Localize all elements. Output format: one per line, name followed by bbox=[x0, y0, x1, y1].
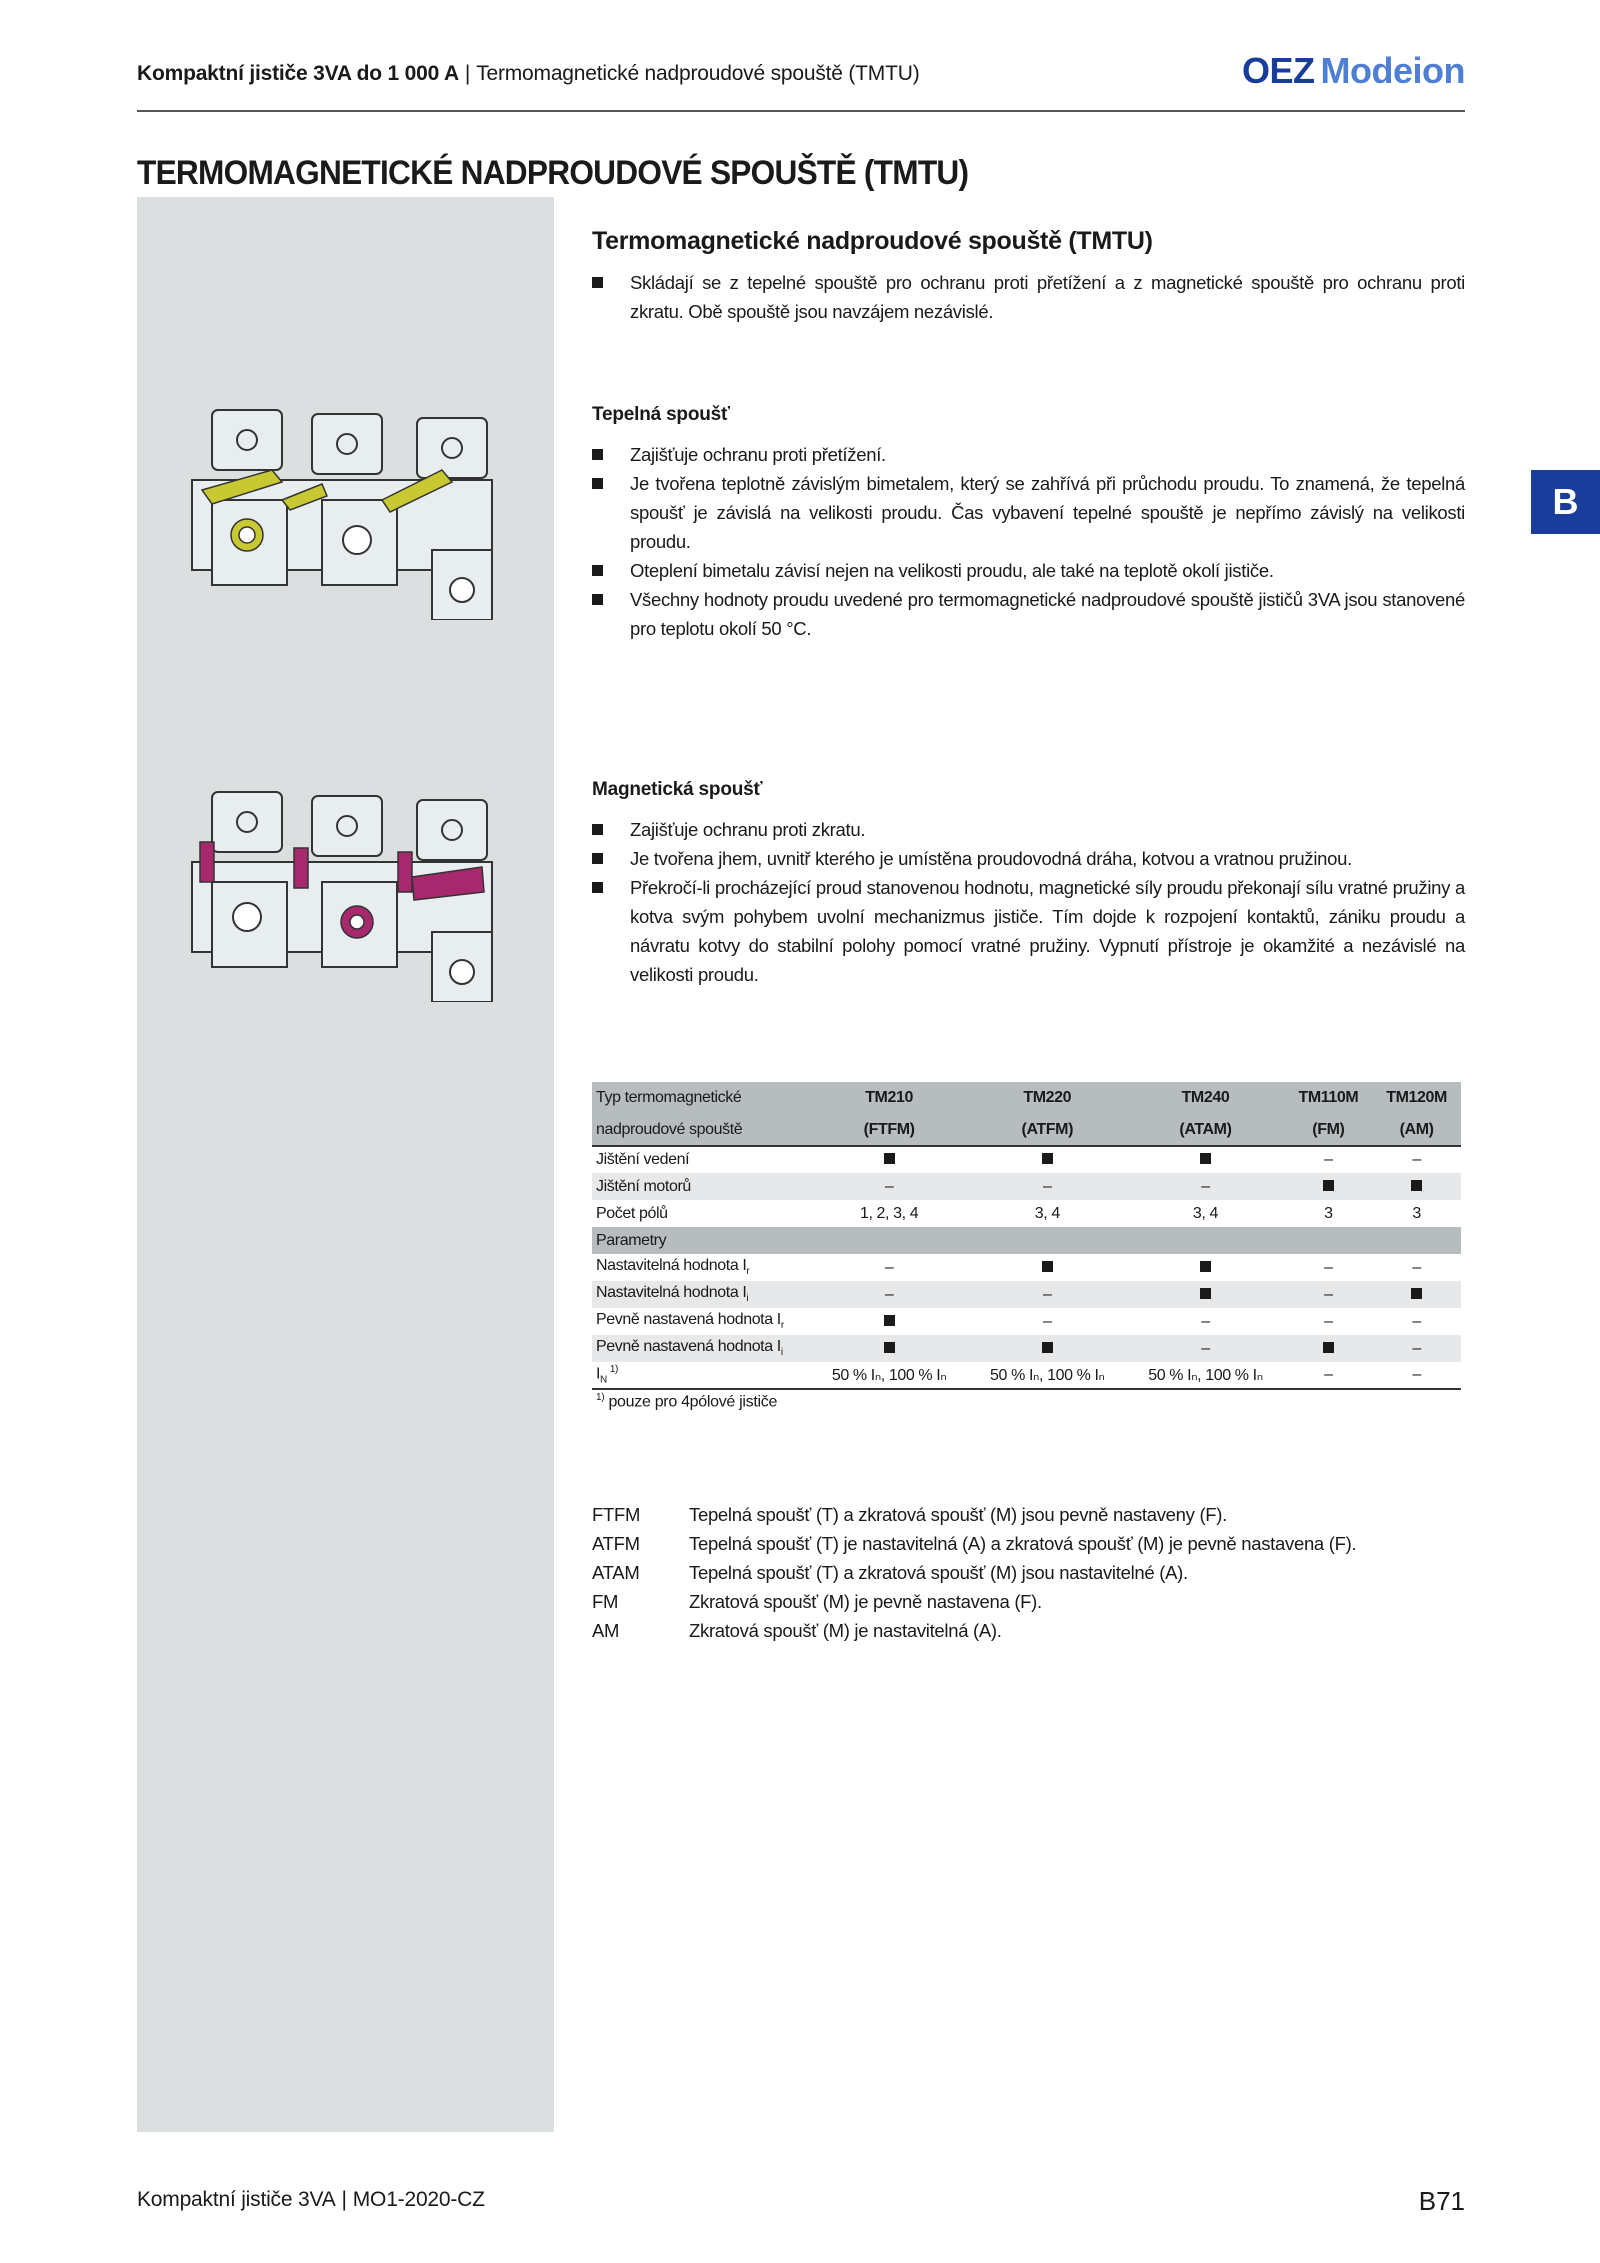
table-cell: 50 % Iₙ, 100 % Iₙ bbox=[968, 1362, 1126, 1389]
list-item: AM Zkratová spoušť (M) je nastavitelná (A). bbox=[592, 1620, 1002, 1641]
table-row bbox=[592, 1335, 1461, 1362]
table-cell bbox=[968, 1254, 1126, 1281]
table-row-label: $I_N^{1)}$ bbox=[592, 1362, 810, 1389]
table-header-row bbox=[592, 1114, 1461, 1146]
table-row bbox=[592, 1362, 1461, 1389]
table-cell bbox=[1126, 1281, 1284, 1308]
square-mark-icon bbox=[1200, 1261, 1211, 1272]
table-cell: – bbox=[1372, 1335, 1461, 1362]
brand-modeion: Modeion bbox=[1320, 50, 1465, 91]
list-item: FM Zkratová spoušť (M) je pevně nastavena (F). bbox=[592, 1591, 1042, 1612]
table-cell: – bbox=[1285, 1281, 1373, 1308]
square-mark-icon bbox=[1200, 1153, 1211, 1164]
table-col-code: (FTFM) bbox=[810, 1114, 968, 1146]
square-mark-icon bbox=[1411, 1180, 1422, 1191]
list-item: Zajišťuje ochranu proti zkratu. bbox=[592, 815, 1465, 844]
square-mark-icon bbox=[884, 1315, 895, 1326]
thermal-release-illustration bbox=[162, 400, 522, 620]
table-cell: – bbox=[1412, 1312, 1421, 1330]
table-row-label: Pevně nastavená hodnota $I_i$ bbox=[592, 1335, 810, 1362]
table-cell bbox=[1126, 1146, 1284, 1173]
header-title-product: Kompaktní jističe 3VA do 1 000 A bbox=[137, 62, 459, 85]
table-col-name: TM120M bbox=[1372, 1082, 1461, 1114]
table-footnote: $^{1)}$ pouze pro 4pólové jističe bbox=[596, 1392, 778, 1411]
table-group-row bbox=[592, 1227, 1461, 1254]
header-title bbox=[137, 62, 919, 86]
header-divider bbox=[137, 110, 1465, 112]
brand-oez: OEZ bbox=[1242, 50, 1315, 91]
table-cell: 3 bbox=[1412, 1204, 1421, 1222]
table-cell: 50 % Iₙ, 100 % Iₙ bbox=[810, 1362, 968, 1389]
table-row bbox=[592, 1146, 1461, 1173]
list-item: Překročí-li procházející proud stanovenou hodnotu, magnetické síly proudu překonají sílu vratné pružiny a kotva svým pohybem uvolní mechanizmus jističe. Tím dojde k rozpojení kontaktů, zániku proudu a návratu kotvy do stabilní polohy pomocí vratné pružiny. Vypnutí přístroje je okamžité a nezávislé na velikosti proudu. bbox=[592, 873, 1465, 989]
list-item: Je tvořena teplotně závislým bimetalem, který se zahřívá při průchodu proudu. To znamená, že tepelná spoušť je závislá na velikosti proudu. Čas vybavení tepelné spouště je nepřímo závislý na velikosti proudu. bbox=[592, 469, 1465, 556]
magnetic-heading: Magnetická spoušť bbox=[592, 779, 763, 800]
footer-left: Kompaktní jističe 3VA | MO1-2020-CZ bbox=[137, 2188, 485, 2211]
trip-unit-table bbox=[592, 1082, 1461, 1390]
table-col-code: (FM) bbox=[1285, 1114, 1373, 1146]
list-item: Skládají se z tepelné spouště pro ochranu proti přetížení a z magnetické spouště pro ochranu proti zkratu. Obě spouště jsou navzájem nezávislé. bbox=[592, 268, 1465, 326]
table-row bbox=[592, 1200, 1461, 1227]
chapter-tab: B bbox=[1531, 470, 1600, 534]
intro-bullets bbox=[592, 268, 1465, 326]
table-cell: – bbox=[1412, 1151, 1421, 1168]
thermal-section bbox=[592, 404, 1465, 643]
square-mark-icon bbox=[884, 1342, 895, 1353]
intro-heading: Termomagnetické nadproudové spouště (TMTU) bbox=[592, 227, 1153, 255]
table-row bbox=[592, 1281, 1461, 1308]
table-cell: – bbox=[884, 1258, 894, 1276]
square-mark-icon bbox=[1042, 1342, 1053, 1353]
abbreviation-list bbox=[592, 1500, 1356, 1645]
table-header-row bbox=[592, 1082, 1461, 1114]
table-cell: – bbox=[1285, 1362, 1373, 1389]
table-cell: 1, 2, 3, 4 bbox=[859, 1204, 919, 1222]
table-cell: – bbox=[1324, 1312, 1333, 1330]
table-cell: – bbox=[1372, 1362, 1461, 1389]
table-cell bbox=[810, 1146, 968, 1173]
table-cell: – bbox=[1412, 1258, 1421, 1276]
table-row-label: Jištění vedení bbox=[596, 1151, 690, 1168]
table-cell: – bbox=[1324, 1151, 1333, 1168]
table-col-name: TM220 bbox=[968, 1082, 1126, 1114]
thermal-heading: Tepelná spoušť bbox=[592, 404, 730, 425]
table-header-label: Typ termomagnetické bbox=[592, 1082, 810, 1114]
table-row bbox=[592, 1308, 1461, 1335]
square-mark-icon bbox=[1200, 1288, 1211, 1299]
square-mark-icon bbox=[1323, 1180, 1334, 1191]
list-item: FTFM Tepelná spoušť (T) a zkratová spoušť (M) jsou pevně nastaveny (F). bbox=[592, 1504, 1228, 1525]
magnetic-release-illustration bbox=[162, 782, 522, 1002]
table-col-name: TM210 bbox=[810, 1082, 968, 1114]
list-item: Zajišťuje ochranu proti přetížení. bbox=[592, 440, 1465, 469]
table-cell: 3, 4 bbox=[1034, 1204, 1060, 1222]
list-item: Oteplení bimetalu závisí nejen na velikosti proudu, ale také na teplotě okolí jističe. bbox=[592, 556, 1465, 585]
table-cell bbox=[810, 1308, 968, 1335]
list-item: ATFM Tepelná spoušť (T) je nastavitelná (A) a zkratová spoušť (M) je pevně nastavena (F). bbox=[592, 1533, 1357, 1554]
brand-logo bbox=[1242, 50, 1465, 92]
square-mark-icon bbox=[884, 1153, 895, 1164]
table-cell bbox=[1126, 1254, 1284, 1281]
table-cell: 50 % Iₙ, 100 % Iₙ bbox=[1126, 1362, 1284, 1389]
table-cell: – bbox=[968, 1281, 1126, 1308]
square-mark-icon bbox=[1411, 1288, 1422, 1299]
header-title-section: Termomagnetické nadproudové spouště (TMTU) bbox=[476, 62, 920, 85]
header-separator: | bbox=[464, 62, 471, 85]
table-row-label: Pevně nastavená hodnota $I_r$ bbox=[596, 1311, 784, 1332]
table-row-label: Počet pólů bbox=[596, 1204, 668, 1222]
table-cell: – bbox=[810, 1173, 968, 1200]
table-cell: 3 bbox=[1324, 1204, 1333, 1222]
table-row-label: Jištění motorů bbox=[592, 1173, 810, 1200]
table-cell bbox=[968, 1146, 1126, 1173]
thermal-bullets bbox=[592, 440, 1465, 643]
table-row-label: Nastavitelná hodnota $I_r$ bbox=[596, 1257, 750, 1278]
table-cell: – bbox=[1126, 1335, 1284, 1362]
table-cell: – bbox=[1043, 1312, 1052, 1330]
square-mark-icon bbox=[1042, 1153, 1053, 1164]
page-number: B71 bbox=[1418, 2186, 1465, 2216]
table-row-label: Nastavitelná hodnota $I_i$ bbox=[592, 1281, 810, 1308]
table-cell bbox=[1372, 1281, 1461, 1308]
page-header bbox=[137, 50, 1465, 110]
table-cell: – bbox=[810, 1281, 968, 1308]
table-group-label: Parametry bbox=[592, 1227, 1461, 1254]
table-col-code: (ATAM) bbox=[1126, 1114, 1284, 1146]
square-mark-icon bbox=[1323, 1342, 1334, 1353]
table-row bbox=[592, 1254, 1461, 1281]
table-cell bbox=[968, 1335, 1126, 1362]
magnetic-bullets bbox=[592, 815, 1465, 989]
table-cell: – bbox=[1126, 1173, 1284, 1200]
table-header-label: nadproudové spouště bbox=[592, 1114, 810, 1146]
table-col-name: TM110M bbox=[1285, 1082, 1373, 1114]
table-cell: – bbox=[1201, 1312, 1210, 1330]
list-item: ATAM Tepelná spoušť (T) a zkratová spoušť (M) jsou nastavitelné (A). bbox=[592, 1562, 1188, 1583]
square-mark-icon bbox=[1042, 1261, 1053, 1272]
table-cell: 3, 4 bbox=[1192, 1204, 1219, 1222]
page-title: TERMOMAGNETICKÉ NADPROUDOVÉ SPOUŠTĚ (TMTU) bbox=[137, 154, 969, 192]
table-col-code: (ATFM) bbox=[968, 1114, 1126, 1146]
table-cell: – bbox=[968, 1173, 1126, 1200]
list-item: Všechny hodnoty proudu uvedené pro termomagnetické nadproudové spouště jističů 3VA jsou stanovené pro teplotu okolí 50 °C. bbox=[592, 585, 1465, 643]
table-col-code: (AM) bbox=[1372, 1114, 1461, 1146]
magnetic-section bbox=[592, 779, 1465, 989]
table-cell bbox=[1285, 1335, 1373, 1362]
table-cell bbox=[1372, 1173, 1461, 1200]
table-row bbox=[592, 1173, 1461, 1200]
intro-section bbox=[592, 227, 1465, 326]
table-col-name: TM240 bbox=[1126, 1082, 1284, 1114]
list-item: Je tvořena jhem, uvnitř kterého je umístěna proudovodná dráha, kotvou a vratnou pružinou. bbox=[592, 844, 1465, 873]
table-cell bbox=[810, 1335, 968, 1362]
table-cell: – bbox=[1324, 1258, 1333, 1276]
table-cell bbox=[1285, 1173, 1373, 1200]
